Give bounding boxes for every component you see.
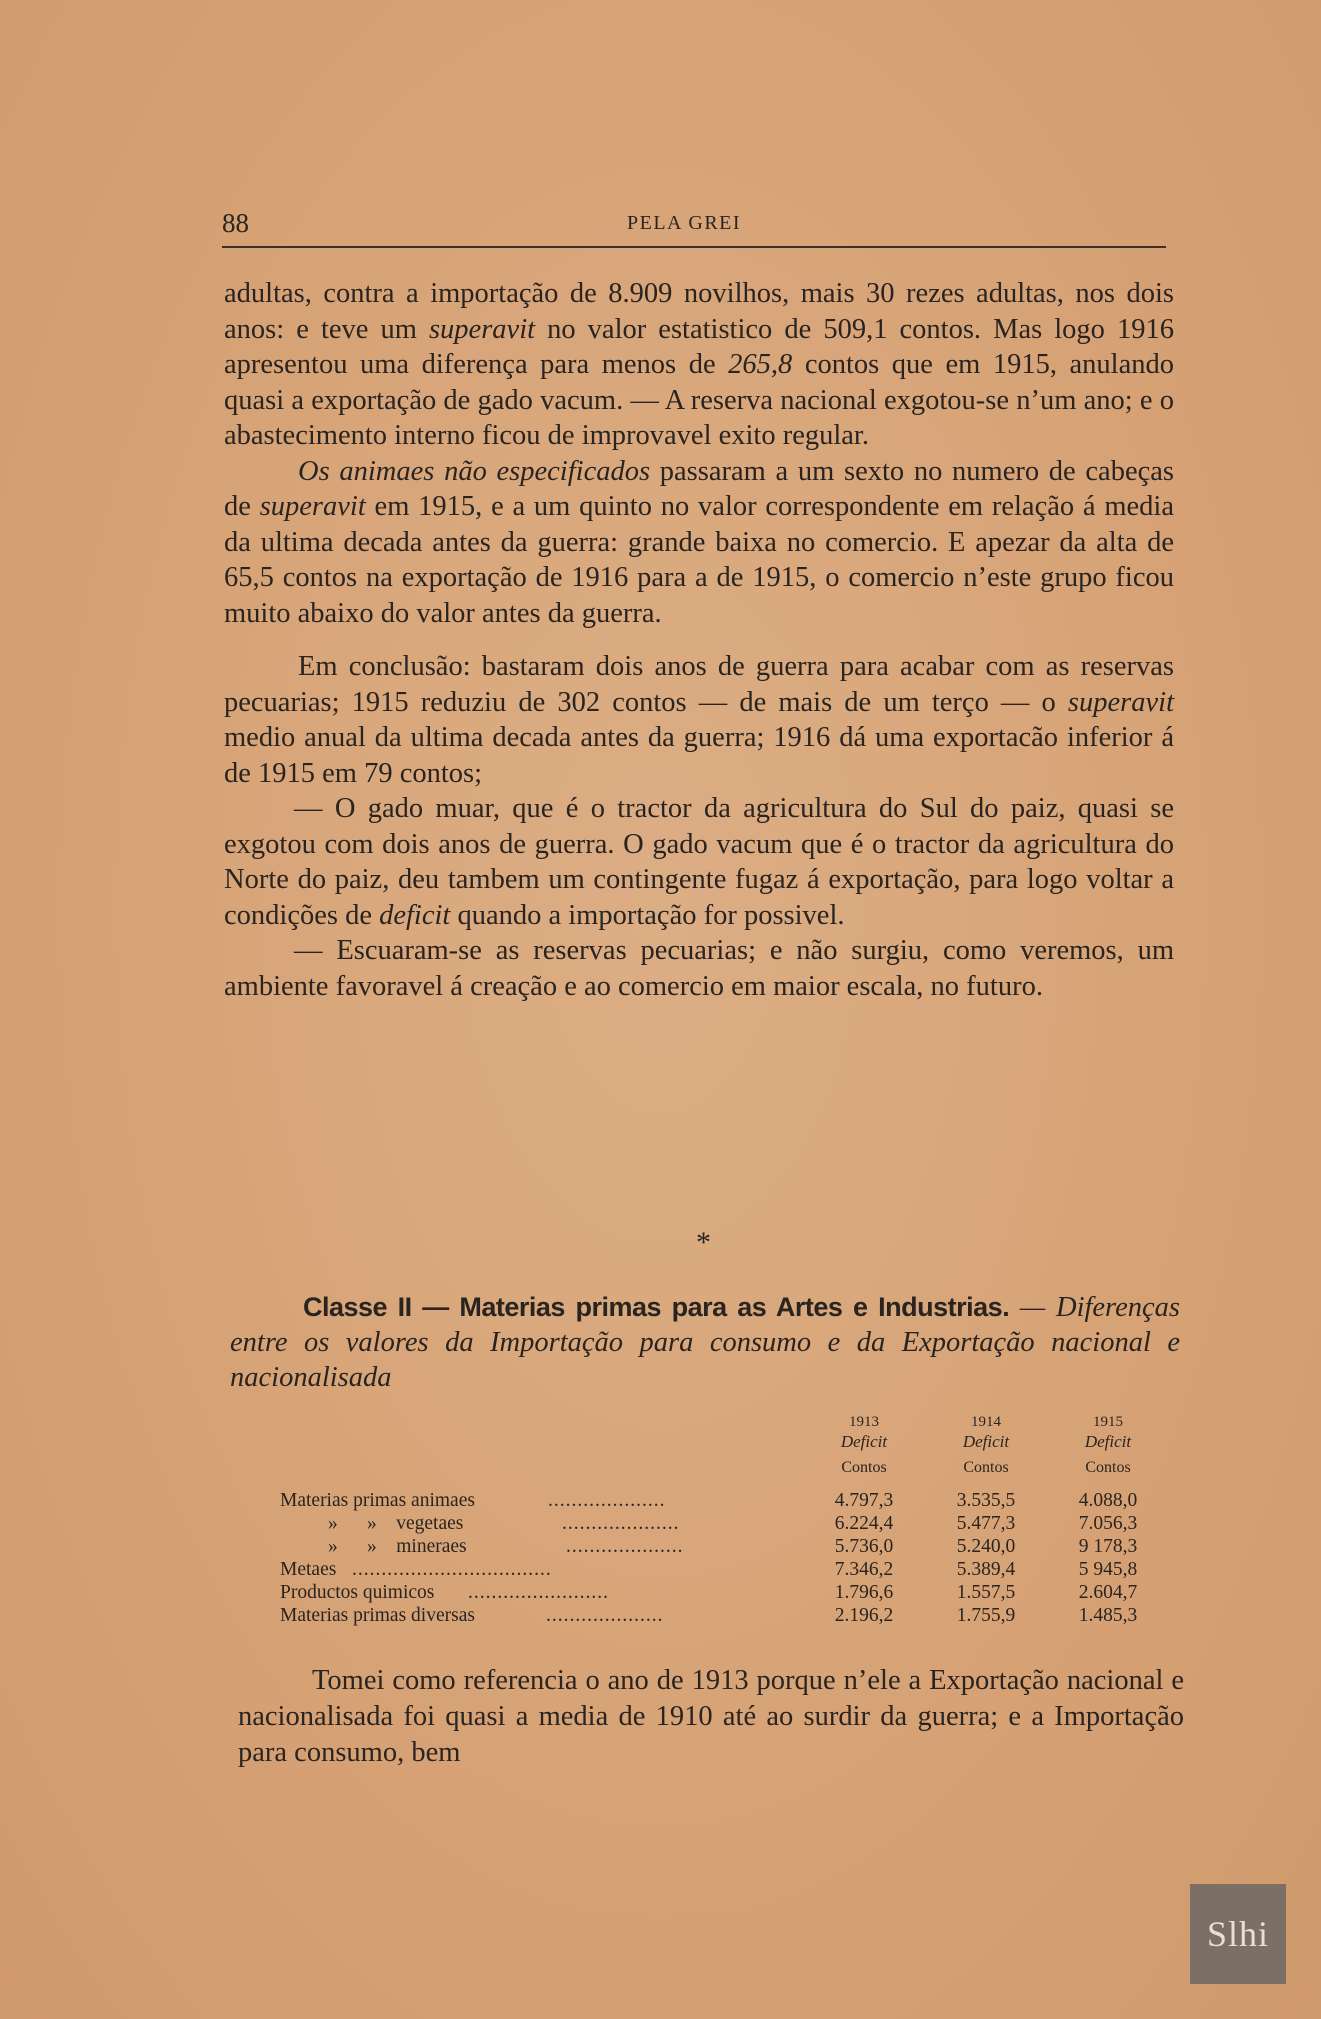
cell-value: 4.797,3 [834, 1490, 894, 1511]
table-row [280, 1582, 1160, 1606]
column-unit: Contos [841, 1459, 887, 1476]
paragraph-4 [224, 791, 1174, 933]
header-rule [222, 246, 1166, 248]
paragraph-2 [224, 454, 1174, 632]
class-heading [230, 1290, 1180, 1395]
italic-term: superavit [1067, 686, 1174, 718]
cell-value: 7.056,3 [1078, 1513, 1138, 1534]
cell-value: 1.485,3 [1078, 1605, 1138, 1626]
column-year: 1915 [1093, 1414, 1123, 1430]
cell-value: 5 945,8 [1078, 1559, 1138, 1580]
cell-value: 5.389,4 [956, 1559, 1016, 1580]
cell-value: 1.557,5 [956, 1582, 1016, 1603]
page-header [222, 208, 1166, 248]
table-row [280, 1559, 1160, 1583]
italic-number: 265,8 [728, 349, 793, 380]
cell-value: 3.535,5 [956, 1490, 1016, 1511]
body-text-upper [224, 276, 1174, 1004]
closing-paragraph: Tomei como referencia o ano de 1913 porque n’ele a Exportação nacional e nacionalisada foi quasi a media de 1910 até ao surdir da guerra; e a Importação para consumo, bem [238, 1665, 1184, 1768]
row-label: » » vegetaes [328, 1513, 464, 1534]
table-row [280, 1536, 1160, 1560]
text-span: passaram a um sexto no numero de cabeças de [224, 455, 1174, 522]
text-span: em 1915, e a um quinto no valor correspondente em relação á media da ultima decada antes da guerra: grande baixa no comercio. E apezar da alta de 65,5 contos na exportação de 1916 para a de 1915, o comercio n’este grupo ficou muito abaixo do valor antes da guerra. [224, 491, 1174, 629]
cell-value: 1.796,6 [834, 1582, 894, 1603]
column-unit: Contos [1085, 1459, 1131, 1476]
column-header-1914 [926, 1412, 1046, 1478]
cell-value: 1.755,9 [956, 1605, 1016, 1626]
cell-value: 7.346,2 [834, 1559, 894, 1580]
column-header-1915 [1048, 1412, 1168, 1478]
table-row [280, 1513, 1160, 1537]
paragraph-1 [224, 276, 1174, 454]
cell-value: 4.088,0 [1078, 1490, 1138, 1511]
cell-value: 9 178,3 [1078, 1536, 1138, 1557]
page-number: 88 [222, 208, 249, 238]
text-span: medio anual da ultima decada antes da guerra; 1916 dá uma exportacão inferior á de 1915 em 79 contos; [224, 722, 1174, 789]
row-label: Productos quimicos [280, 1582, 435, 1603]
library-logo: Slhi [1190, 1884, 1286, 1984]
cell-value: 6.224,4 [834, 1513, 894, 1534]
row-label: Metaes [280, 1559, 337, 1580]
text-span: no valor estatistico de 509,1 contos. Mas logo 1916 apresentou uma diferença para menos de [224, 313, 1174, 380]
italic-term: deficit [379, 899, 451, 931]
cell-value: 2.196,2 [834, 1605, 894, 1626]
row-label: » » mineraes [328, 1536, 467, 1557]
paragraph-3 [224, 649, 1174, 791]
cell-value: 5.477,3 [956, 1513, 1016, 1534]
column-kind: Deficit [840, 1432, 888, 1451]
row-label: Materias primas animaes [280, 1490, 475, 1511]
italic-term: superavit [259, 491, 366, 522]
table-row [280, 1490, 1160, 1514]
column-year: 1914 [971, 1414, 1001, 1430]
class-heading-bold: Classe II — Materias primas para as Artes e Industrias. [303, 1292, 1010, 1322]
column-year: 1913 [849, 1414, 879, 1430]
table-row [280, 1605, 1160, 1629]
text-span: quando a importação for possivel. [450, 899, 845, 931]
leader-dots: .................... [562, 1513, 680, 1534]
column-kind: Deficit [962, 1432, 1010, 1451]
cell-value: 2.604,7 [1078, 1582, 1138, 1603]
leader-dots: .................... [548, 1490, 666, 1511]
running-title: PELA GREI [627, 212, 742, 234]
column-header-1913 [804, 1412, 924, 1478]
text-span: Em conclusão: bastaram dois anos de guerra para acabar com as reservas pecuarias; 1915 reduziu de 302 contos — de mais de um terço — o [224, 651, 1174, 718]
italic-term: Os animaes não especificados [298, 455, 651, 487]
leader-dots: .................................. [352, 1559, 552, 1580]
paragraph-5: — Escuaram-se as reservas pecuarias; e não surgiu, como veremos, um ambiente favoravel á creação e ao comercio em maior escala, no futuro. [224, 935, 1174, 1002]
text-span: — O gado muar, que é o tractor da agricultura do Sul do paiz, quasi se exgotou com dois anos de guerra. O gado vacum que é o tractor da agricultura do Norte do paiz, deu tambem um contingente fugaz á exportação, para logo voltar a condições de [224, 793, 1174, 931]
text-span: contos que em 1915, anulando quasi a exportação de gado vacum. — A reserva nacional exgotou-se n’um ano; e o abastecimento interno ficou de improvavel exito regular. [224, 349, 1174, 451]
leader-dots: .................... [546, 1605, 664, 1626]
class-heading-text [230, 1290, 1180, 1395]
cell-value: 5.736,0 [834, 1536, 894, 1557]
italic-term: superavit [428, 313, 536, 345]
leader-dots: .................... [566, 1536, 684, 1557]
text-span: adultas, contra a importação de 8.909 novilhos, mais 30 rezes adultas, nos dois anos: e teve um [224, 278, 1174, 345]
column-unit: Contos [963, 1459, 1009, 1476]
row-label: Materias primas diversas [280, 1605, 475, 1626]
leader-dots: ........................ [468, 1582, 609, 1603]
class-heading-italic: — Diferenças entre os valores da Importação para consumo e da Exportação nacional e nacionalisada [230, 1292, 1180, 1393]
asterisk-separator: * [696, 1226, 711, 1259]
cell-value: 5.240,0 [956, 1536, 1016, 1557]
column-kind: Deficit [1084, 1432, 1132, 1451]
